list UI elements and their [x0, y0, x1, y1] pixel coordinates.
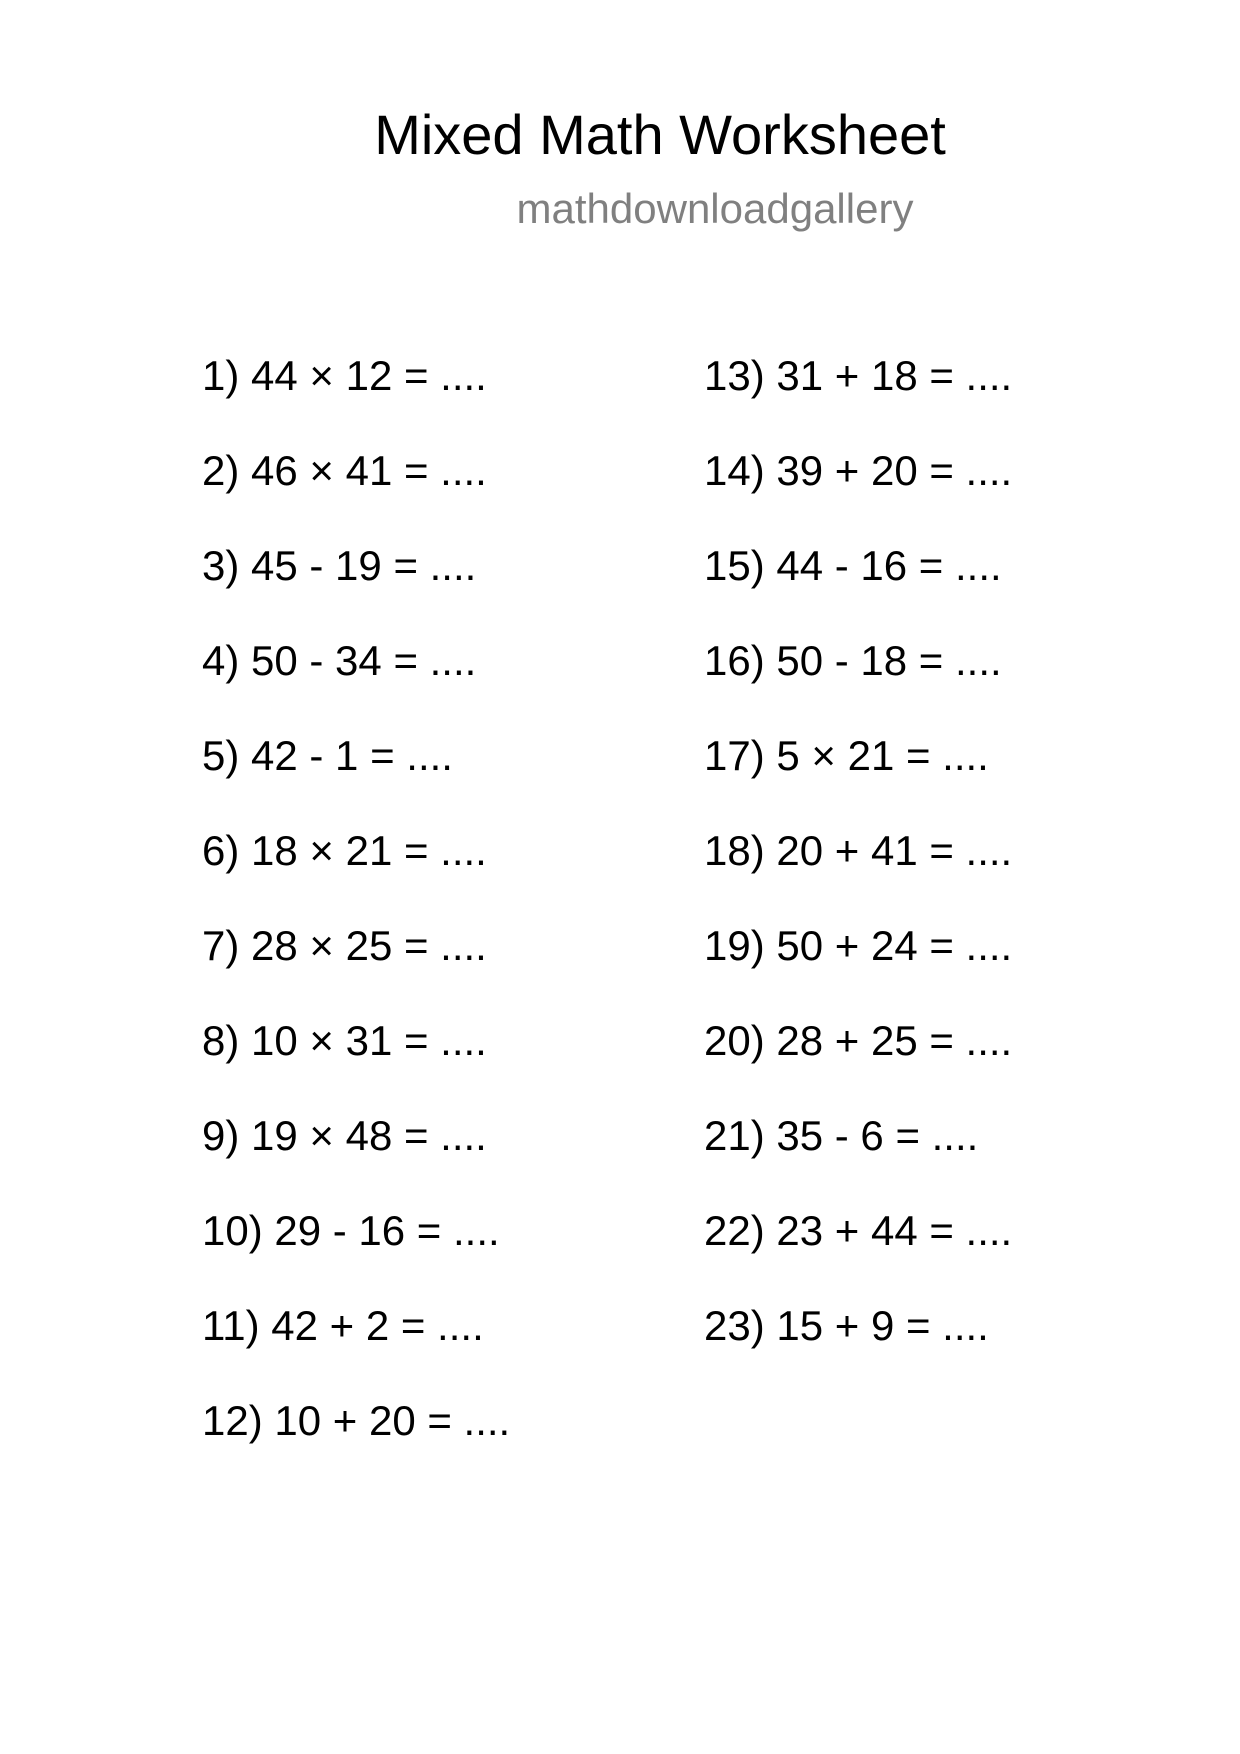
worksheet-title: Mixed Math Worksheet: [374, 103, 946, 166]
problem-item: 22) 23 + 44 = ....: [704, 1207, 1013, 1254]
problem-item: 12) 10 + 20 = ....: [202, 1397, 511, 1444]
problem-item: 15) 44 - 16 = ....: [704, 542, 1002, 589]
problem-item: 8) 10 × 31 = ....: [202, 1017, 487, 1064]
problem-item: 4) 50 - 34 = ....: [202, 637, 477, 684]
problem-column-left: [202, 346, 510, 1486]
problem-item: 16) 50 - 18 = ....: [704, 637, 1002, 684]
problem-item: 6) 18 × 21 = ....: [202, 827, 487, 874]
worksheet-source: mathdownloadgallery: [516, 185, 914, 232]
problem-item: 10) 29 - 16 = ....: [202, 1207, 500, 1254]
problem-item: 23) 15 + 9 = ....: [704, 1302, 989, 1349]
problem-item: 19) 50 + 24 = ....: [704, 922, 1013, 969]
problem-item: 18) 20 + 41 = ....: [704, 827, 1013, 874]
problem-item: 7) 28 × 25 = ....: [202, 922, 487, 969]
problem-item: 9) 19 × 48 = ....: [202, 1112, 487, 1159]
problem-item: 21) 35 - 6 = ....: [704, 1112, 979, 1159]
problem-item: 14) 39 + 20 = ....: [704, 447, 1013, 494]
problem-item: 13) 31 + 18 = ....: [704, 352, 1013, 399]
problem-column-right: [704, 346, 1012, 1391]
problem-item: 5) 42 - 1 = ....: [202, 732, 453, 779]
problem-item: 3) 45 - 19 = ....: [202, 542, 477, 589]
problem-item: 2) 46 × 41 = ....: [202, 447, 487, 494]
problem-item: 20) 28 + 25 = ....: [704, 1017, 1013, 1064]
problem-item: 1) 44 × 12 = ....: [202, 352, 487, 399]
problem-item: 11) 42 + 2 = ....: [202, 1302, 484, 1349]
problem-item: 17) 5 × 21 = ....: [704, 732, 989, 779]
